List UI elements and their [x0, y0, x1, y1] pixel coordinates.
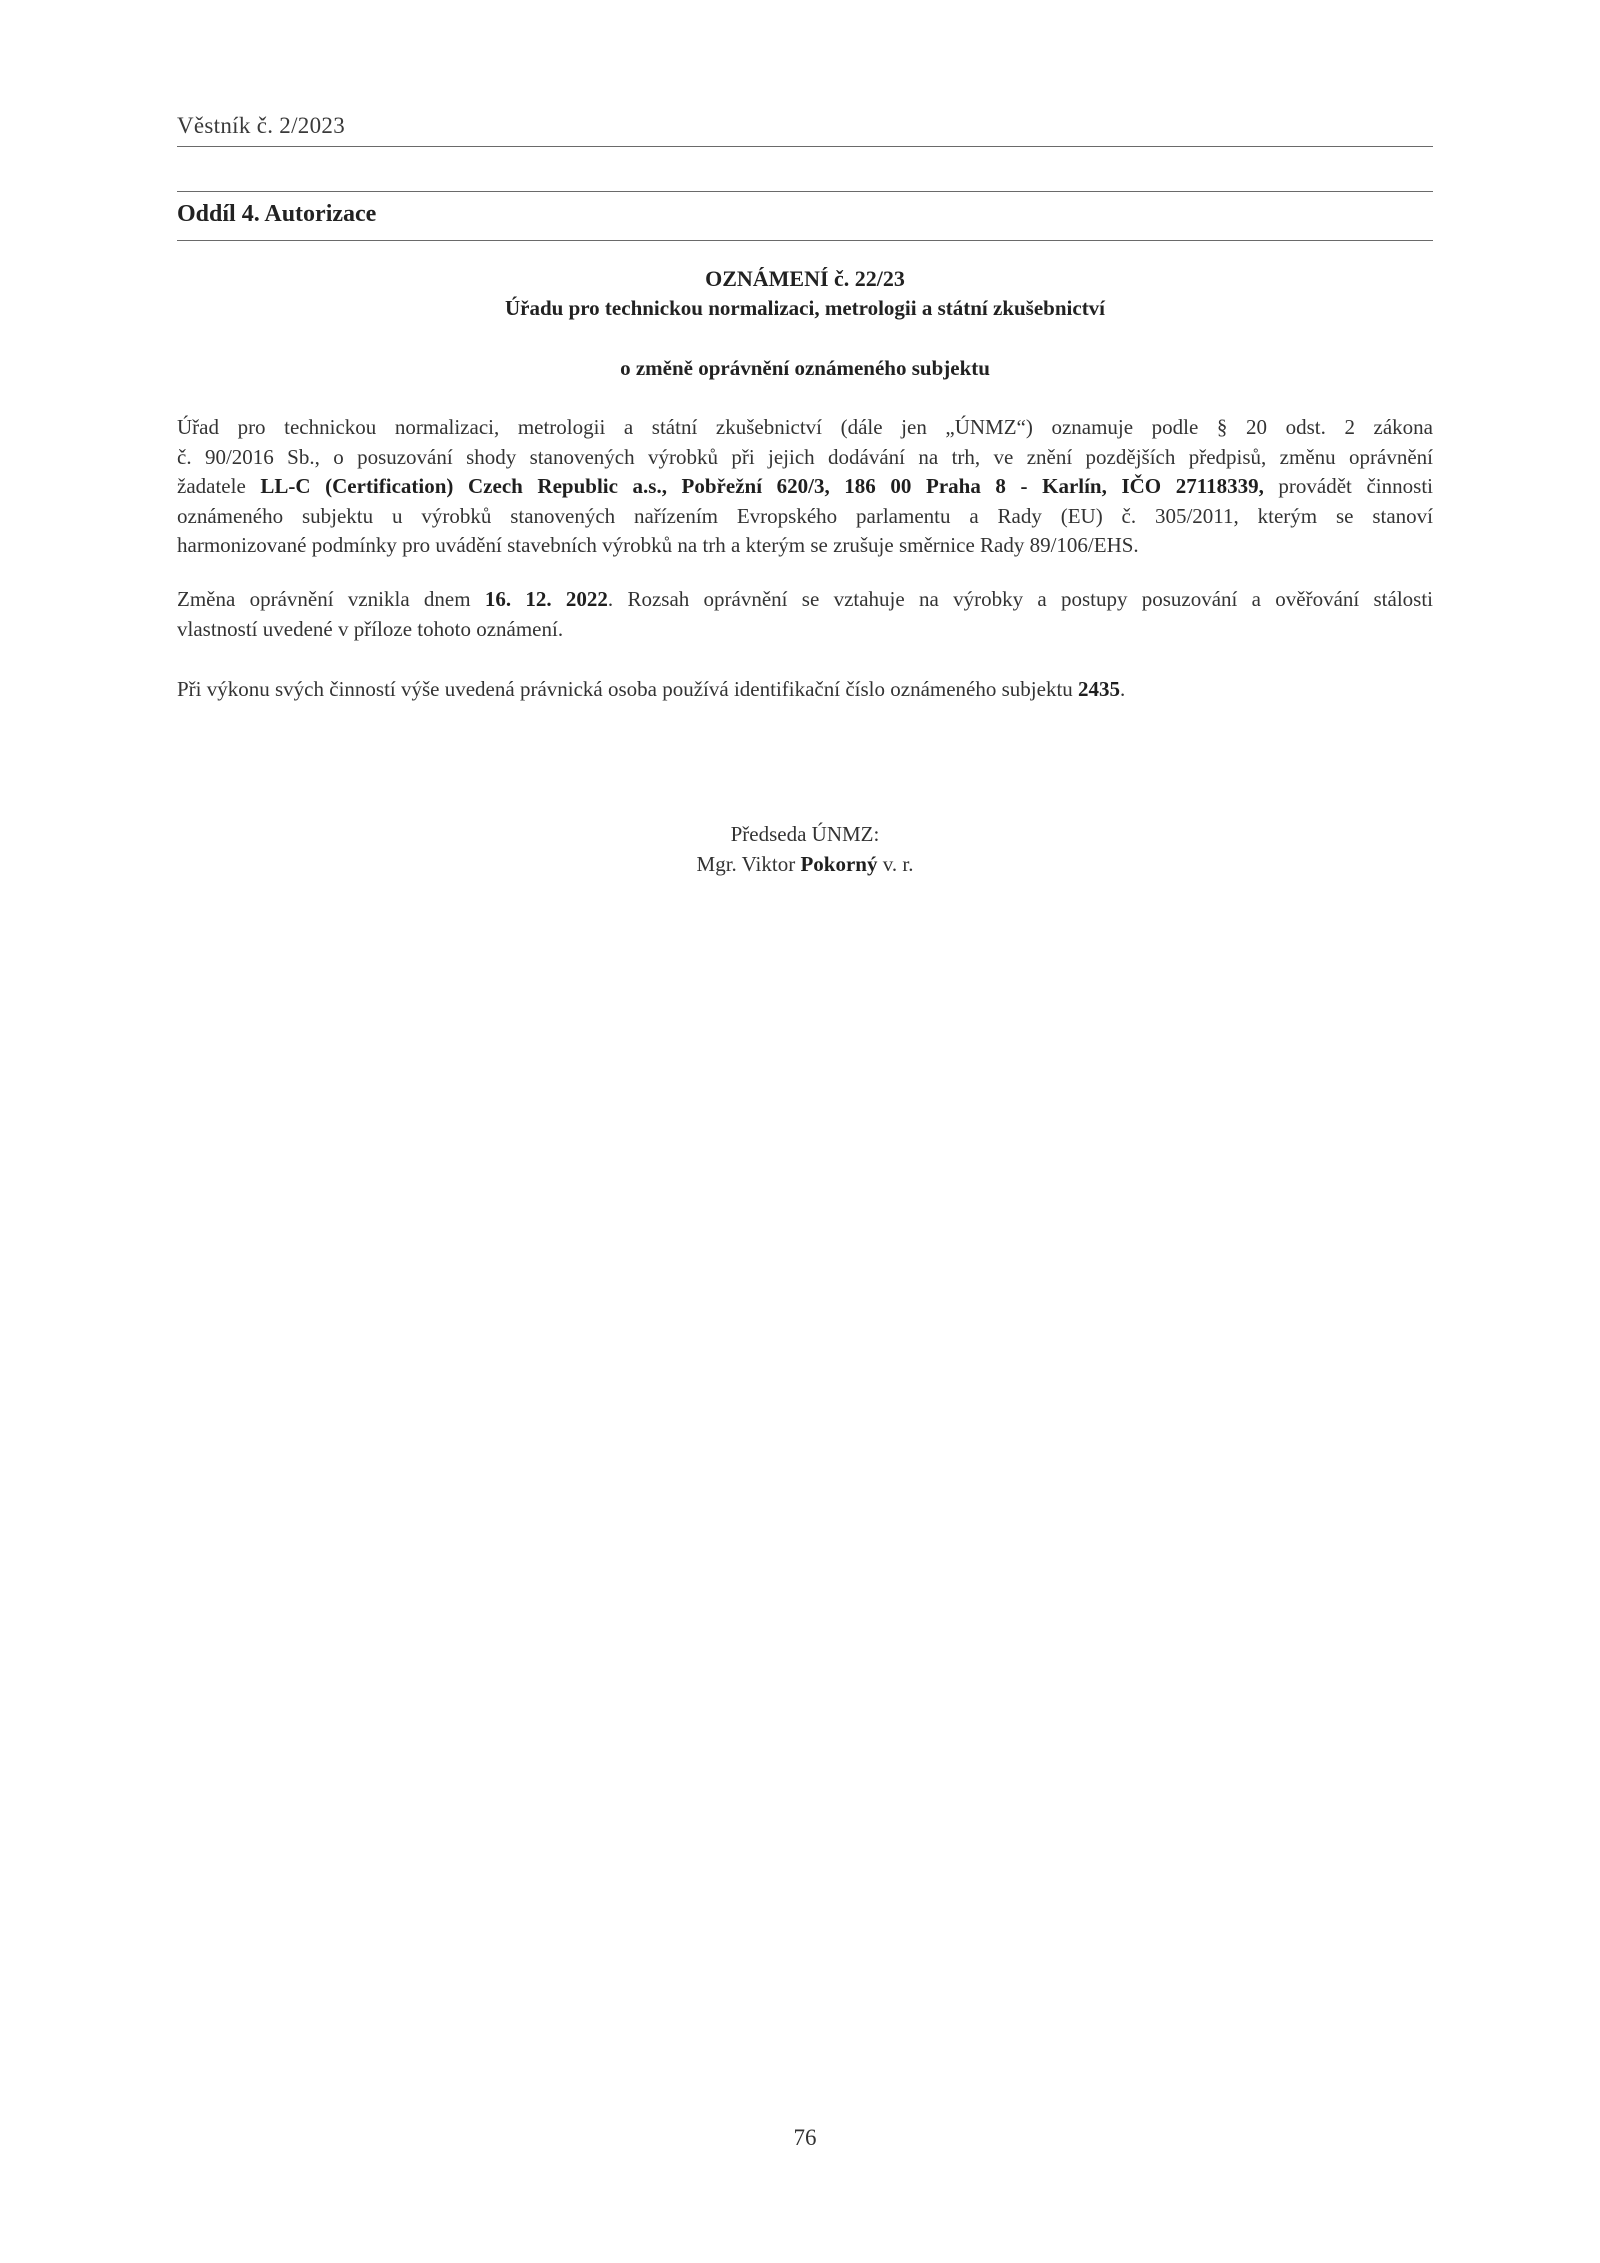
paragraph-line: č. 90/2016 Sb., o posuzování shody stanovených výrobků při jejich dodávání na trh, ve znění pozdějších předpisů, změnu oprávnění — [177, 444, 1433, 469]
header-divider — [177, 146, 1433, 147]
identification-number: 2435 — [1078, 677, 1121, 701]
signatory-name-line — [177, 850, 1433, 880]
identification-suffix: . — [1120, 677, 1126, 701]
notice-issuer: Úřadu pro technickou normalizaci, metrologii a státní zkušebnictví — [504, 296, 1106, 320]
applicant-prefix: žadatele — [177, 474, 261, 498]
applicant-suffix: provádět činnosti — [1263, 474, 1433, 498]
change-date-prefix: Změna oprávnění vznikla dnem — [177, 587, 485, 611]
page-number: 76 — [793, 2125, 817, 2150]
publication-header: Věstník č. 2/2023 — [177, 113, 345, 138]
notice-number: OZNÁMENÍ č. 22/23 — [705, 266, 905, 291]
identification-prefix: Při výkonu svých činností výše uvedená právnická osoba používá identifikační číslo oznámeného subjektu — [177, 677, 1079, 701]
paragraph-change-date — [177, 585, 1433, 644]
signatory-surname: Pokorný — [800, 851, 878, 876]
paragraph-line — [177, 585, 1433, 615]
applicant-details: LL-C (Certification) Czech Republic a.s., Pobřežní 620/3, 186 00 Praha 8 - Karlín, IČO 27118339, — [260, 474, 1264, 498]
section-divider-top — [177, 191, 1433, 192]
paragraph-line: harmonizované podmínky pro uvádění stavebních výrobků na trh a kterým se zrušuje směrnice Rady 89/106/EHS. — [177, 533, 1139, 557]
signatory-title: Mgr. Viktor — [696, 851, 801, 876]
paragraph-line: oznámeného subjektu u výrobků stanovených nařízením Evropského parlamentu a Rady (EU) č. 305/2011, kterým se stanoví — [177, 503, 1433, 528]
paragraph-line — [177, 675, 1433, 705]
notice-subject: o změně oprávnění oznámeného subjektu — [620, 356, 990, 380]
paragraph-authorization — [177, 413, 1433, 561]
paragraph-line: Úřad pro technickou normalizaci, metrologii a státní zkušebnictví (dále jen „ÚNMZ“) oznamuje podle § 20 odst. 2 zákona — [177, 415, 1433, 439]
section-title: Oddíl 4. Autorizace — [177, 201, 377, 227]
signatory-suffix: v. r. — [877, 851, 914, 876]
paragraph-line — [177, 472, 1433, 502]
change-date: 16. 12. 2022 — [484, 587, 608, 611]
paragraph-identification — [177, 675, 1433, 705]
section-divider-bottom — [177, 240, 1433, 241]
signature-block — [177, 820, 1433, 879]
change-date-suffix: . Rozsah oprávnění se vztahuje na výrobky a postupy posuzování a ověřování stálosti — [607, 587, 1434, 611]
signatory-role: Předseda ÚNMZ: — [730, 822, 880, 846]
paragraph-line: vlastností uvedené v příloze tohoto oznámení. — [177, 616, 564, 641]
